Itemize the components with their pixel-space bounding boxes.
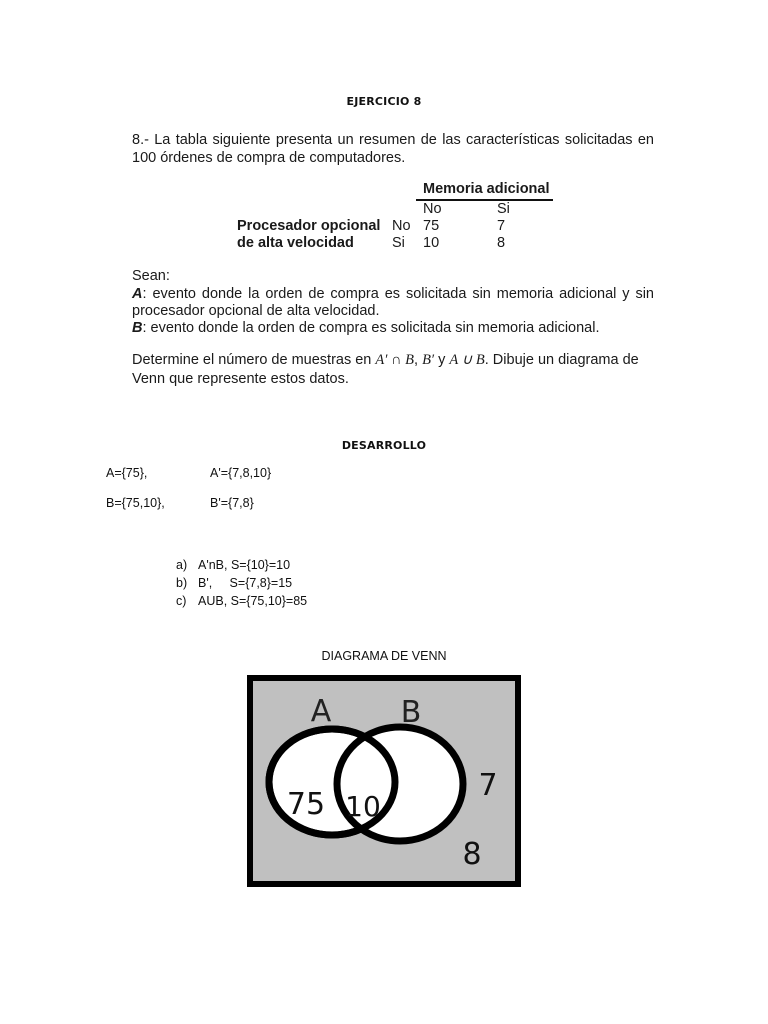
sean-label <box>132 267 170 285</box>
row-label-no: No <box>392 218 411 234</box>
cell-no-no: 75 <box>423 218 440 234</box>
def-b <box>132 319 600 337</box>
set-a: A={75}, <box>106 466 148 480</box>
answer-c-marker: c) <box>176 594 187 608</box>
determine-line-1 <box>132 352 654 369</box>
intro-line-1: 8.- La tabla siguiente presenta un resumen de las características solicitadas en <box>132 132 654 148</box>
cell-si-no: 10 <box>423 235 440 251</box>
set-a-complement: A'={7,8,10} <box>210 466 272 480</box>
venn-diagram <box>247 675 521 887</box>
determine-line-2 <box>132 370 349 388</box>
venn-value-outside-7: 7 <box>478 768 498 803</box>
data-table <box>237 180 557 250</box>
exercise-title: EJERCICIO 8 <box>346 95 422 108</box>
determine-pre: Determine el número de muestras en <box>132 352 372 368</box>
def-b-text: : evento donde la orden de compra es solicitada sin memoria adicional. <box>142 320 600 336</box>
answer-c-text: AUB, S={75,10}=85 <box>198 594 308 608</box>
row-group-header-2: de alta velocidad <box>237 235 354 251</box>
determine-expr-1: A′ ∩ B <box>375 352 415 368</box>
intro-line-2: 100 órdenes de compra de computadores. <box>132 150 406 166</box>
venn-value-a-and-b: 10 <box>345 790 381 823</box>
determine-post: . Dibuje un diagrama de <box>484 352 639 368</box>
answer-a-text: A'nB, S={10}=10 <box>198 558 291 572</box>
col-group-header: Memoria adicional <box>423 181 550 197</box>
venn-label-a: A <box>310 694 332 729</box>
venn-circle-b <box>337 727 463 841</box>
row-group-header-1: Procesador opcional <box>237 218 381 234</box>
col-header-si: Si <box>497 201 510 217</box>
def-a <box>132 285 654 303</box>
set-b-complement: B'={7,8} <box>210 496 254 510</box>
def-a-cont <box>132 302 379 320</box>
problem-intro <box>132 131 654 149</box>
problem-intro-2 <box>132 149 405 167</box>
cell-no-si: 7 <box>497 218 506 234</box>
determine-expr-2: B′ <box>422 352 435 368</box>
answer-b-text: B', S={7,8}=15 <box>198 576 293 590</box>
set-b: B={75,10}, <box>106 496 165 510</box>
determine-sep-1: , <box>414 352 419 368</box>
determine-expr-3: A ∪ B <box>449 352 485 368</box>
def-b-label: B <box>132 320 143 336</box>
venn-value-only-a: 75 <box>286 787 326 822</box>
determine-sep-2: y <box>438 352 446 368</box>
def-a-label: A <box>132 286 143 302</box>
answer-a-marker: a) <box>176 558 188 572</box>
solution-title: DESARROLLO <box>341 439 427 452</box>
answer-b-marker: b) <box>176 576 188 590</box>
row-label-si: Si <box>392 235 405 251</box>
def-a-line-1 <box>132 285 654 303</box>
determine-line-2-text: Venn que represente estos datos. <box>132 371 349 387</box>
venn-label-b: B <box>400 695 422 730</box>
venn-value-outside-8: 8 <box>462 837 482 872</box>
sean-text: Sean: <box>132 268 170 284</box>
col-header-no: No <box>423 201 442 217</box>
def-b-line-1 <box>132 319 600 337</box>
def-a-text: : evento donde la orden de compra es solicitada sin memoria adicional y sin <box>142 286 654 302</box>
venn-title: DIAGRAMA DE VENN <box>321 649 447 663</box>
def-a-line-2: procesador opcional de alta velocidad. <box>132 303 380 319</box>
cell-si-si: 8 <box>497 235 506 251</box>
